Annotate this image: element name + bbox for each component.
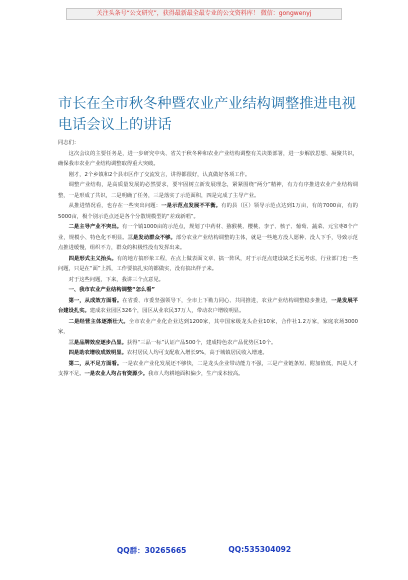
qq-group-text: QQ群：30265665	[116, 546, 187, 555]
paragraph-rest: 农村居民人均可支配收入增长9%，高于城镇居民收入增速。	[126, 350, 268, 356]
paragraph	[58, 222, 358, 254]
qq-contact-text: QQ:535304092	[228, 545, 292, 554]
paragraph-lead: 三是品牌效应逐步凸显。	[68, 339, 127, 346]
paragraph-text: 这次会议的主要任务是，进一步研究中央、省关于秋冬种和农业产业结构调整有关决策部署，进一步解放思想、凝聚共识，确保我市农业产业结构调整取得重大突破。	[58, 150, 358, 167]
paragraph-rest: 在省委、市委坚强领导下，全市上下勠力同心、共同推进，农业产业结构调整稳步推进，	[122, 297, 332, 304]
paragraph-text: 对于这些问题，下来，我讲三个点意见。	[68, 276, 164, 283]
article-body	[58, 138, 358, 380]
paragraph-lead: 二是主导产业不突出。	[68, 224, 123, 230]
paragraph	[58, 180, 358, 201]
paragraph-rest-2: 我市人均耕地面积偏少，生产成本较高。	[148, 371, 244, 377]
paragraph-text: 从推进情况看，也存在一些突出问题：	[68, 203, 162, 209]
paragraph-rest: 一是农业产业化发展还不够快，二是龙头企业带动能力不强，三是产业链条短、附加值低，四是人才支撑不足。	[58, 360, 358, 377]
paragraph	[58, 254, 358, 275]
paragraph	[58, 348, 358, 359]
paragraph-rest: 有一个镇1000亩的示范点，规划了中药材、猕猴桃、樱桃、李子、核子、葡萄、蔬菜、元宝枣8个产业，规模小、特色化不明显。	[58, 224, 358, 241]
paragraph-lead: 四是形式主义抬头。	[68, 255, 117, 262]
paragraph	[58, 296, 358, 317]
paragraph-lead: 第一，从成效方面看。	[68, 297, 123, 304]
section-heading-text: 一、我市农业产业结构调整“怎么看”	[68, 287, 156, 293]
paragraph	[58, 201, 358, 222]
paragraph	[58, 317, 358, 338]
paragraph-text: 刚才，2个乡镇和2个县市区作了交流发言，讲得都很好，认真做好各项工作。	[68, 171, 251, 178]
paragraph-lead: 一是示范点发展不平衡。	[161, 203, 222, 209]
paragraph-rest: 获得“三品一标”认证产品500个，建成特色农产品优势区10个。	[126, 339, 277, 346]
section-heading	[58, 285, 358, 296]
paragraph-rest: 有的地方搞形象工程，在点上做表面文章、搞一阵风，对于示范点建设缺乏长远考虑，行业部门也一些问题，只是在“面”上抓，工作要搞扎实的都做实，没有搞出样子来。	[58, 255, 358, 272]
greeting: 同志们：	[58, 140, 80, 146]
paragraph-lead-2: 三是发动群众不够。	[127, 234, 176, 241]
paragraph-lead: 二是经营主体逐渐壮大。	[68, 318, 129, 325]
paragraph-lead-2: 一是农业人均占有资源少。	[84, 371, 149, 377]
paragraph	[58, 359, 358, 380]
paragraph	[58, 338, 358, 349]
paragraph	[58, 170, 358, 181]
paragraph-lead-2: 一是发展平台建设扎实。	[58, 297, 358, 314]
paragraph-lead: 四是助农增收成效明显。	[68, 350, 127, 356]
footer	[56, 545, 352, 556]
paragraph-lead: 第二，从不足方面看。	[68, 360, 123, 367]
paragraph-rest-2: 建成农业园区326个，园区从业农民37万人，带动农户增收明显。	[89, 308, 245, 314]
paragraph	[58, 149, 358, 170]
paragraph-rest: 有的县（区）领导示范点达到1万亩，有的7000亩，有的5000亩，极个别示范点还是各个分散规模型的“差戏新唱”。	[58, 203, 358, 220]
paragraph-text: 调整产业结构，是高质量发展的必然要求，要牢固树立新发展理念，紧紧围绕“两分”精神，有力有序推进农业产业结构调整，一是形成了共识，二是明确了任务，三是落实了示范面积，四是完成了主导产业。	[58, 182, 358, 199]
top-banner: 关注头条号“公文研究”，获得最新最全最专业的公文资料库！ 微信：gongwenyj	[66, 8, 342, 20]
paragraph-rest: 全市农业产业化企业达到1200家，其中国家级龙头企业10家，合作社1.2万家，家庭农场3000家，	[58, 318, 358, 335]
page-title: 市长在全市秋冬种暨农业产业结构调整推进电视电话会议上的讲话	[58, 96, 356, 133]
paragraph-rest-2: 部分农业产业结构调整的主体，就是一些地方没人愿种、没人下手，导致示范点推进缓慢，组织不力，群众的积极性没有发挥出来。	[58, 234, 358, 251]
paragraph	[58, 275, 358, 286]
